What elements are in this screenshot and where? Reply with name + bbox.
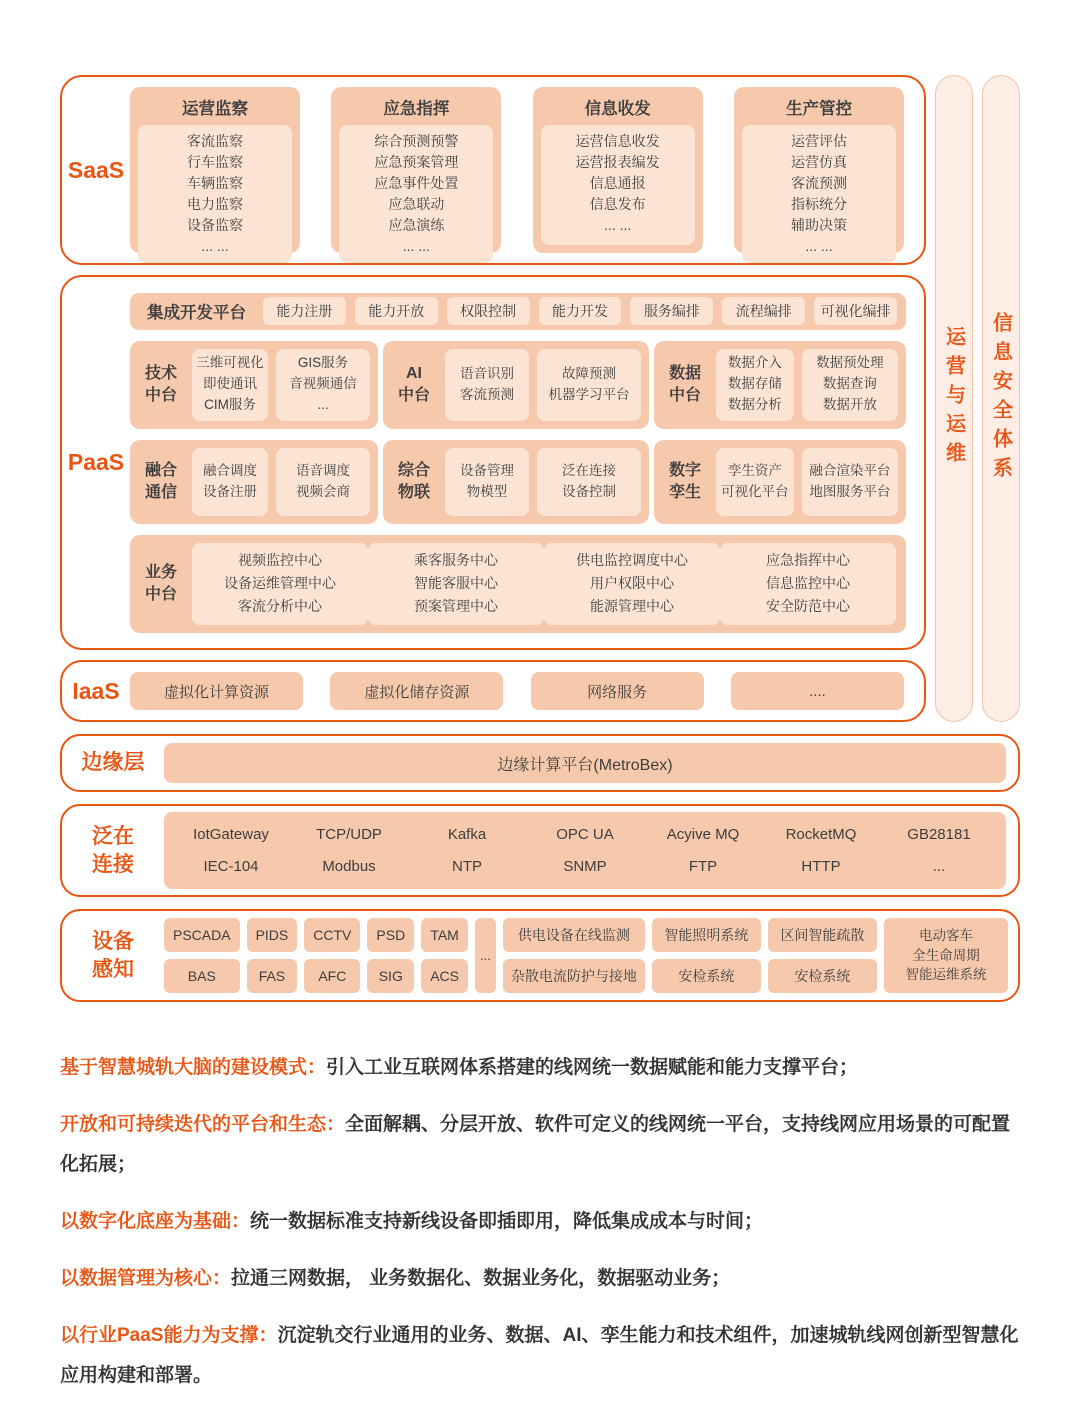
- saas-column-emergency-command: [331, 87, 501, 253]
- paas-content: [130, 293, 926, 633]
- iaas-item: 虚拟化储存资源: [330, 672, 503, 710]
- iaas-label: IaaS: [72, 677, 120, 704]
- device-cell: CCTV: [304, 918, 360, 952]
- group-cell: 三维可视化 即使通讯 CIM服务: [192, 349, 268, 421]
- device-system-grid-left: [164, 918, 468, 993]
- edge-label: 边缘层: [81, 751, 145, 775]
- layer-stack: [60, 75, 926, 722]
- group-cell: 设备管理 物模型: [445, 448, 529, 516]
- group-label: 技术 中台: [144, 364, 177, 404]
- device-cell: 安检系统: [768, 959, 877, 993]
- saas-item: 应急联动: [388, 196, 445, 212]
- paragraph-lead: 基于智慧城轨大脑的建设模式：: [60, 1057, 327, 1078]
- summary-paragraph: [60, 1259, 1022, 1299]
- saas-item-ellipsis: ... ...: [402, 238, 430, 254]
- device-ellipsis-cell: ...: [475, 918, 496, 993]
- group-cell: 故障预测 机器学习平台: [537, 349, 641, 421]
- paragraph-body: 沉淀轨交行业通用的业务、数据、AI、孪生能力和技术组件，加速城轨线网创新型智慧化应用构建和部署。: [60, 1325, 1019, 1386]
- paas-group-digital-twin: [654, 440, 906, 524]
- saas-column-production-control: [734, 87, 904, 253]
- dev-capability-button: 能力注册: [263, 297, 346, 325]
- saas-columns: [130, 87, 924, 253]
- group-label: 综合 物联: [397, 461, 430, 501]
- group-cell: 孪生资产 可视化平台: [716, 448, 794, 516]
- paas-label: PaaS: [67, 449, 125, 475]
- saas-item: 运营仿真: [790, 154, 847, 170]
- device-system-grid-right: [503, 918, 877, 993]
- device-cell: SIG: [367, 959, 414, 993]
- paragraph-body: 引入工业互联网体系搭建的线网统一数据赋能和能力支撑平台；: [326, 1057, 859, 1078]
- saas-item-ellipsis: ... ...: [604, 217, 632, 233]
- protocol-item: NTP: [452, 858, 482, 876]
- paas-middle-row-1: [130, 341, 906, 429]
- dev-capability-button: 能力开发: [539, 297, 622, 325]
- sidebar-operations-maintenance: [935, 75, 973, 722]
- saas-item: 应急事件处置: [374, 175, 459, 191]
- saas-layer: [60, 75, 926, 265]
- summary-paragraph: [60, 1202, 1022, 1242]
- protocol-item: IEC-104: [203, 858, 259, 876]
- paragraph-body: 全面解耦、分层开放、软件可定义的线网统一平台，支持线网应用场景的可配置化拓展；: [60, 1114, 1011, 1175]
- saas-item: 综合预测预警: [374, 133, 459, 149]
- saas-item: 客流监察: [187, 133, 243, 149]
- business-cell: 应急指挥中心 信息监控中心 安全防范中心: [720, 543, 896, 625]
- paragraph-body: 拉通三网数据， 业务数据化、数据业务化，数据驱动业务；: [231, 1268, 731, 1289]
- dev-capability-button: 可视化编排: [814, 297, 897, 325]
- business-cell: 供电监控调度中心 用户权限中心 能源管理中心: [544, 543, 720, 625]
- protocol-item: HTTP: [801, 858, 841, 876]
- paragraph-body: 统一数据标准支持新线设备即插即用，降低集成成本与时间；: [250, 1211, 764, 1232]
- paas-group-tech-platform: [130, 341, 378, 429]
- business-platform-label: 业务 中台: [144, 563, 177, 603]
- group-cell: 语音调度 视频会商: [276, 448, 370, 516]
- summary-paragraph: [60, 1105, 1022, 1185]
- saas-column-operations-monitoring: [130, 87, 300, 253]
- saas-column-title: 生产管控: [785, 100, 852, 118]
- iaas-layer: [60, 660, 926, 722]
- iaas-item: 网络服务: [531, 672, 704, 710]
- saas-item: 电力监察: [187, 196, 243, 212]
- dev-capability-button: 服务编排: [630, 297, 713, 325]
- paas-group-ai-platform: [383, 341, 649, 429]
- integrated-dev-platform-row: [130, 293, 906, 330]
- saas-column-list: [541, 125, 695, 245]
- group-cell: 融合渲染平台 地图服务平台: [802, 448, 898, 516]
- saas-column-list: [339, 125, 493, 263]
- saas-item: 信息通报: [589, 175, 646, 191]
- group-cell: 融合调度 设备注册: [192, 448, 268, 516]
- dev-capability-button: 流程编排: [722, 297, 805, 325]
- top-section: [60, 75, 1020, 722]
- device-tall-cell: 电动客车 全生命周期 智能运维系统: [884, 918, 1008, 993]
- connection-layer: [60, 804, 1020, 897]
- saas-item: 车辆监察: [187, 175, 243, 191]
- device-cell: PIDS: [247, 918, 298, 952]
- protocol-item: SNMP: [563, 858, 607, 876]
- summary-paragraph: [60, 1048, 1022, 1088]
- protocol-item: RocketMQ: [785, 825, 857, 843]
- saas-item: 辅助决策: [790, 217, 847, 233]
- protocol-item: GB28181: [907, 825, 971, 843]
- saas-label: SaaS: [67, 156, 125, 183]
- paragraph-lead: 以数字化底座为基础：: [60, 1211, 251, 1232]
- saas-item-ellipsis: ... ...: [805, 238, 833, 254]
- device-cell: PSD: [367, 918, 414, 952]
- business-cell: 视频监控中心 设备运维管理中心 客流分析中心: [192, 543, 368, 625]
- paas-group-data-platform: [654, 341, 906, 429]
- sidebar-text: 运营与运维: [942, 326, 965, 471]
- group-cell: 泛在连接 设备控制: [537, 448, 641, 516]
- paas-middle-row-2: [130, 440, 906, 524]
- saas-column-title: 信息收发: [584, 100, 651, 118]
- device-cell: TAM: [421, 918, 468, 952]
- device-label: 设备 感知: [92, 930, 134, 981]
- paas-layer: [60, 275, 926, 650]
- protocol-item: OPC UA: [556, 825, 614, 843]
- saas-item: 设备监察: [187, 217, 243, 233]
- saas-column-list: [138, 125, 292, 263]
- paas-group-integrated-iot: [383, 440, 649, 524]
- protocol-grid: [164, 812, 1006, 889]
- edge-layer: [60, 734, 1020, 792]
- saas-item: 运营信息收发: [575, 133, 660, 149]
- edge-computing-platform-bar: 边缘计算平台(MetroBex): [164, 743, 1006, 783]
- iaas-items: [130, 672, 924, 710]
- device-cell: 杂散电流防护与接地: [503, 959, 645, 993]
- business-cell: 乘客服务中心 智能客服中心 预案管理中心: [368, 543, 544, 625]
- device-cell: FAS: [247, 959, 298, 993]
- saas-item: 行车监察: [187, 154, 243, 170]
- group-cell: 数据预处理 数据查询 数据开放: [802, 349, 898, 421]
- sidebar-text: 信息安全体系: [989, 311, 1012, 486]
- saas-item-ellipsis: ... ...: [201, 238, 229, 254]
- device-cell: AFC: [304, 959, 360, 993]
- device-cell: 区间智能疏散: [768, 918, 877, 952]
- device-cell: 智能照明系统: [652, 918, 761, 952]
- integrated-dev-platform-title: 集成开发平台: [147, 304, 246, 322]
- dev-capability-button: 能力开放: [355, 297, 438, 325]
- protocol-item: IotGateway: [193, 825, 269, 843]
- paragraph-lead: 以行业PaaS能力为支撑：: [60, 1325, 278, 1346]
- saas-item: 应急预案管理: [374, 154, 459, 170]
- saas-column-list: [742, 125, 896, 263]
- device-area: [164, 918, 1008, 993]
- protocol-item: Modbus: [322, 858, 376, 876]
- saas-column-title: 运营监察: [182, 100, 248, 118]
- summary-section: [60, 1048, 1022, 1396]
- saas-column-info-exchange: [533, 87, 703, 253]
- sidebar-information-security: [982, 75, 1020, 722]
- device-cell: 供电设备在线监测: [503, 918, 645, 952]
- group-label: AI 中台: [397, 364, 430, 404]
- saas-item: 信息发布: [589, 196, 646, 212]
- group-cell: GIS服务 音视频通信 ...: [276, 349, 370, 421]
- saas-item: 运营评估: [790, 133, 847, 149]
- summary-paragraph: [60, 1316, 1022, 1396]
- protocol-item: Kafka: [447, 825, 487, 843]
- saas-item: 运营报表编发: [575, 154, 660, 170]
- business-platform-row: [130, 535, 906, 633]
- protocol-item: FTP: [688, 858, 718, 876]
- connection-label: 泛在 连接: [92, 825, 134, 876]
- group-label: 数字 孪生: [668, 461, 701, 501]
- device-cell: PSCADA: [164, 918, 240, 952]
- saas-item: 客流预测: [790, 175, 847, 191]
- group-label: 数据 中台: [668, 364, 701, 404]
- device-cell: 安检系统: [652, 959, 761, 993]
- device-perception-layer: [60, 909, 1020, 1002]
- saas-item: 指标统分: [790, 196, 847, 212]
- saas-column-title: 应急指挥: [383, 100, 450, 118]
- iaas-item: 虚拟化计算资源: [130, 672, 303, 710]
- paragraph-lead: 开放和可持续迭代的平台和生态：: [60, 1114, 346, 1135]
- group-label: 融合 通信: [144, 461, 177, 501]
- device-cell: ACS: [421, 959, 468, 993]
- protocol-item: Acyive MQ: [666, 825, 740, 843]
- saas-item: 应急演练: [388, 217, 445, 233]
- group-cell: 数据介入 数据存储 数据分析: [716, 349, 794, 421]
- device-cell: BAS: [164, 959, 240, 993]
- protocol-item-ellipsis: ...: [932, 858, 946, 876]
- protocol-item: TCP/UDP: [316, 825, 382, 843]
- paragraph-lead: 以数据管理为核心：: [60, 1268, 232, 1289]
- dev-capability-button: 权限控制: [447, 297, 530, 325]
- paas-group-converged-comm: [130, 440, 378, 524]
- group-cell: 语音识别 客流预测: [445, 349, 529, 421]
- iaas-item-ellipsis: ....: [731, 672, 904, 710]
